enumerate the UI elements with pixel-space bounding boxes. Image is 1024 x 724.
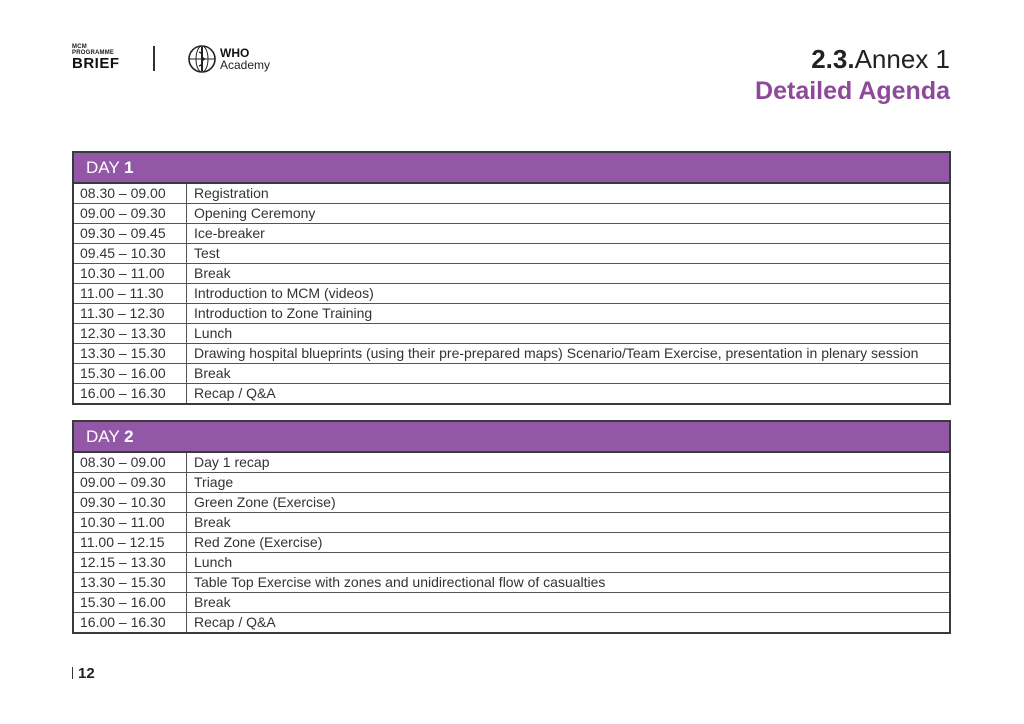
agenda-row <box>74 473 949 493</box>
agenda-row <box>74 264 949 284</box>
time-cell: 08.30 – 09.00 <box>74 184 187 203</box>
agenda-row <box>74 613 949 632</box>
activity-cell: Recap / Q&A <box>194 385 276 401</box>
activity-cell: Test <box>194 245 220 261</box>
activity-cell: Ice-breaker <box>194 225 265 241</box>
agenda-row <box>74 384 949 403</box>
activity-cell: Lunch <box>194 554 233 570</box>
activity-cell: Lunch <box>194 325 233 341</box>
day-label: DAY <box>86 427 120 446</box>
page-footer <box>72 665 95 682</box>
mcm-programme-brief-logo <box>72 44 120 71</box>
activity-cell: Break <box>194 265 231 281</box>
agenda-row <box>74 573 949 593</box>
agenda-row <box>74 324 949 344</box>
time-cell: 16.00 – 16.30 <box>74 613 187 632</box>
time-cell: 15.30 – 16.00 <box>74 364 187 383</box>
page-subtitle: Detailed Agenda <box>755 77 950 105</box>
time-cell: 10.30 – 11.00 <box>74 513 187 532</box>
activity-cell: Triage <box>194 474 234 490</box>
agenda-row <box>74 344 949 364</box>
time-cell: 12.15 – 13.30 <box>74 553 187 572</box>
day-1-agenda-table <box>72 151 951 405</box>
agenda-row <box>74 493 949 513</box>
activity-cell: Table Top Exercise with zones and unidirectional flow of casualties <box>194 574 606 590</box>
time-cell: 09.30 – 10.30 <box>74 493 187 512</box>
agenda-rows <box>74 184 949 403</box>
time-cell: 16.00 – 16.30 <box>74 384 187 403</box>
time-cell: 13.30 – 15.30 <box>74 344 187 363</box>
activity-cell: Break <box>194 365 231 381</box>
activity-cell: Day 1 recap <box>194 454 270 470</box>
who-academy-logo <box>187 44 270 74</box>
activity-cell: Drawing hospital blueprints (using their pre-prepared maps) Scenario/Team Exercise, presentation in plenary session <box>194 345 919 361</box>
agenda-rows <box>74 453 949 632</box>
time-cell: 09.45 – 10.30 <box>74 244 187 263</box>
day-header <box>74 422 949 453</box>
time-cell: 12.30 – 13.30 <box>74 324 187 343</box>
agenda-row <box>74 453 949 473</box>
time-cell: 15.30 – 16.00 <box>74 593 187 612</box>
agenda-row <box>74 284 949 304</box>
time-cell: 11.00 – 12.15 <box>74 533 187 552</box>
who-emblem-icon <box>187 44 217 74</box>
agenda-row <box>74 553 949 573</box>
time-cell: 08.30 – 09.00 <box>74 453 187 472</box>
time-cell: 10.30 – 11.00 <box>74 264 187 283</box>
page-number: 12 <box>78 665 95 682</box>
time-cell: 11.30 – 12.30 <box>74 304 187 323</box>
agenda-row <box>74 513 949 533</box>
time-cell: 09.00 – 09.30 <box>74 473 187 492</box>
day-number: 1 <box>124 158 134 177</box>
time-cell: 13.30 – 15.30 <box>74 573 187 592</box>
section-number: 2.3. <box>811 44 855 74</box>
logo-divider <box>153 46 155 71</box>
day-header <box>74 153 949 184</box>
time-cell: 09.00 – 09.30 <box>74 204 187 223</box>
agenda-row <box>74 533 949 553</box>
time-cell: 09.30 – 09.45 <box>74 224 187 243</box>
activity-cell: Green Zone (Exercise) <box>194 494 336 510</box>
agenda-row <box>74 224 949 244</box>
agenda-row <box>74 593 949 613</box>
who-title: WHO <box>220 46 250 60</box>
activity-cell: Red Zone (Exercise) <box>194 534 323 550</box>
agenda-row <box>74 304 949 324</box>
activity-cell: Introduction to Zone Training <box>194 305 373 321</box>
activity-cell: Opening Ceremony <box>194 205 316 221</box>
day-2-agenda-table <box>72 420 951 634</box>
activity-cell: Break <box>194 514 231 530</box>
activity-cell: Registration <box>194 185 269 201</box>
activity-cell: Recap / Q&A <box>194 614 276 630</box>
programme-label: PROGRAMME <box>72 50 115 56</box>
day-label: DAY <box>86 158 120 177</box>
time-cell: 11.00 – 11.30 <box>74 284 187 303</box>
who-subtitle: Academy <box>220 58 271 72</box>
day-number: 2 <box>124 427 134 446</box>
agenda-row <box>74 204 949 224</box>
agenda-row <box>74 184 949 204</box>
mcm-label: MCM <box>72 44 87 50</box>
brief-label: BRIEF <box>72 55 120 72</box>
activity-cell: Break <box>194 594 231 610</box>
agenda-row <box>74 244 949 264</box>
agenda-row <box>74 364 949 384</box>
footer-bar <box>72 667 73 679</box>
section-title: Annex 1 <box>854 44 950 74</box>
page-heading <box>755 42 950 106</box>
activity-cell: Introduction to MCM (videos) <box>194 285 374 301</box>
